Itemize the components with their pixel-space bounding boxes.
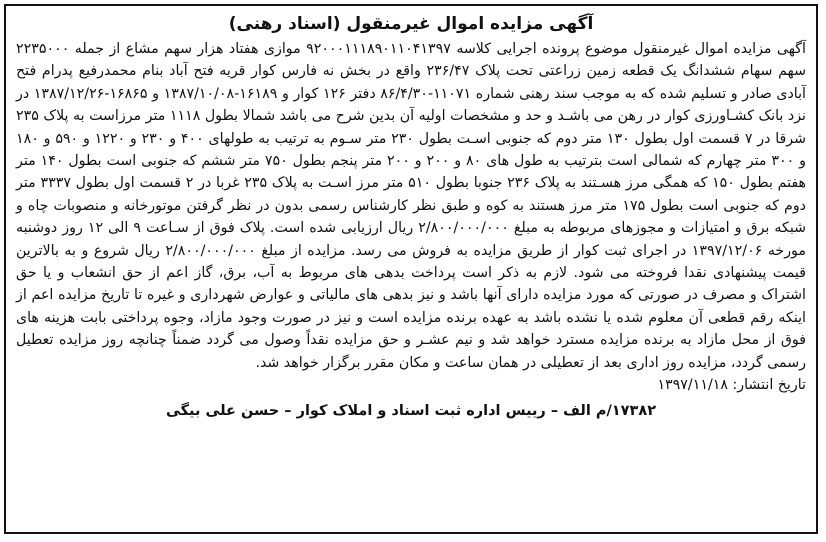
publication-date: تاریخ انتشار: ۱۳۹۷/۱۱/۱۸	[657, 377, 806, 394]
notice-title: آگهی مزایده اموال غیرمنقول (اسناد رهنی)	[228, 14, 594, 34]
notice-body: آگهی مزایده اموال غیرمنقول موضوع پرونده اجرایی کلاسه ۹۲‌۰۰۰۱۱۱۸۹۰۱۱‌۰۴‌۱۳۹۷ موازی هفتاد هزار سهم مشاع از جمله ۲۲۳۵۰۰۰ سهم سهام ششدانگ یک قطعه زمین زراعتی تحت پلاک ۲۳۶/۴۷ واقع در بخش نه فارس کوار قریه فتح آباد بنام محمدرفیع پدرام فتح آبادی صادر و تسلیم شده که به موجب سند رهنی شماره ۱۱۰۷۱-۸۶/۴/۳۰ دفتر ۱۲۶ کوار و ۱۶۱۸۹-۱۳۸۷/۱۰/۰۸ و ۱۶۸۶۵-۱۳۸۷/۱۲/۲۶ در نزد بانک کشـاورزی کوار در رهن می باشـد و حد و مشخصات اولیه آن بدین شرح می باشد شمالا بطول ۱۱۱۸ متر مرزاست به پلاک ۲۳۵ شرقا در ۷ قسمت اول بطول ۱۳۰ متر دوم که جنوبی اسـت بطول ۲۳۰ متر سـوم به ترتیب به طولهای ۴۰۰ و ۲۳۰ و ۱۲۲۰ و ۵۹۰ و ۱۸۰ و ۳۰۰ متر چهارم که شمالی است بترتیب به طول های ۸۰ و ۲۰۰ و ۲۰۰ متر پنجم بطول ۷۵۰ متر ششم که جنوبی است بطول ۱۴۰ متر هفتم بطول ۱۵۰ که همگی مرز هسـتند به پلاک ۲۳۶ جنوبا بطول ۵۱۰ متر مرز اسـت به پلاک ۲۳۵ غربا در ۲ قسمت اول بطول ۳۳۳۷ متر دوم که جنوبی است بطول ۱۷۵ متر مرز هستند به کوه و طبق نظر کارشناس رسمی بدون در نظر گرفتن موتورخانه و منصوبات چاه و شبکه برق و امتیازات و مجوزهای مربوطه به مبلغ ۲/۸۰۰/۰۰۰/۰۰۰ ریال ارزیابی شده است. پلاک فوق از سـاعت ۹ الی ۱۲ روز دوشنبه مورخه ۱۳۹۷/۱۲/۰۶ در اجرای ثبت کوار از طریق مزایده به فروش می رسد. مزایده از مبلغ ۲/۸۰۰/۰۰۰/۰۰۰ ریال شروع و به بالاترین قیمت پیشنهادی نقدا فروخته می شود. لازم به ذکر است پرداخت بدهی های مربوط به آب، برق، گاز اعم از حق انشعاب و یا حق اشتراک و مصرف در صورتی که مورد مزایده دارای آنها باشد و نیز بدهی های مالیاتی و عوارض شهرداری و غیره تا تاریخ مزایده اعم از اینکه رقم قطعی آن معلوم شده یا نشده باشد به عهده برنده مزایده است و نیز در صورت وجود مازاد، وجوه پرداختی بابت هزینه های فوق از محل مازاد به برنده مزایده مسترد خواهد شد و نیم عشـر و حق مزایده نقداً وصول می گردد ضمناً چنانچه روز مزایده تعطیل رسمی گردد، مزایده روز اداری بعد از تعطیلی در همان ساعت و مکان مقرر برگزار خواهد شد.	[16, 41, 807, 371]
auction-notice	[4, 4, 818, 534]
notice-signature: ۱۷۳۸۲/م الف – رییس اداره ثبت اسناد و املاک کوار – حسن علی بیگی	[165, 403, 657, 420]
